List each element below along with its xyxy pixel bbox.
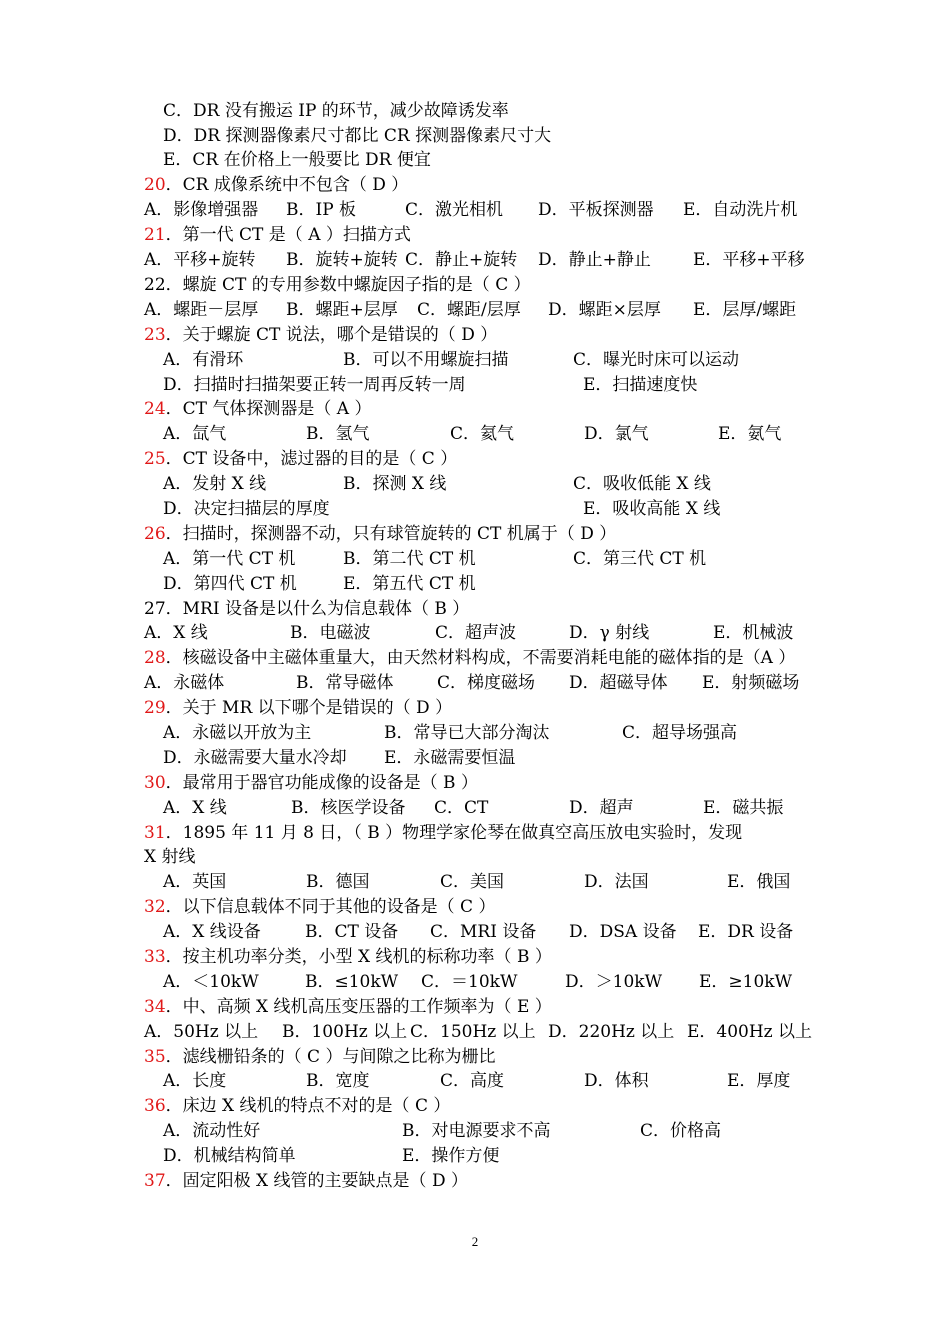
answer-option [718, 422, 781, 447]
answer-option [282, 1020, 407, 1045]
answer-option [548, 1020, 674, 1045]
question-number: 29 [144, 698, 166, 718]
segment-text: B．可以不用螺旋扫描 [343, 350, 509, 370]
text-line [0, 870, 950, 895]
segment-text: B．宽度 [306, 1071, 370, 1091]
segment-text: A．发射 X 线 [163, 474, 267, 494]
segment-text: A．永磁以开放为主 [163, 723, 312, 743]
answer-option [384, 721, 550, 746]
question-text [144, 845, 196, 870]
segment-text: E．永磁需要恒温 [384, 748, 516, 768]
segment-text: ．最常用于器官功能成像的设备是（ B ） [165, 773, 478, 793]
question-number: 37 [144, 1171, 166, 1191]
answer-option [569, 796, 634, 821]
text-line [0, 945, 950, 970]
text-line [0, 771, 950, 796]
text-line [0, 198, 950, 223]
text-line [0, 373, 950, 398]
question-text [163, 572, 297, 597]
question-text [144, 995, 552, 1020]
segment-text: E．氨气 [718, 424, 782, 444]
question-text [144, 1169, 468, 1194]
question-text [144, 198, 258, 223]
segment-text: A．有滑环 [163, 350, 244, 370]
segment-text: C．螺距/层厚 [417, 300, 521, 320]
answer-option [573, 348, 739, 373]
answer-option [727, 1069, 790, 1094]
question-text [144, 696, 452, 721]
segment-text: E．吸收高能 X 线 [583, 499, 721, 519]
question-number: 26 [144, 524, 166, 544]
segment-text: ．扫描时，探测器不动，只有球管旋转的 CT 机属于（ D ） [165, 524, 617, 544]
segment-text: D．螺距×层厚 [548, 300, 661, 320]
segment-text: E．射频磁场 [702, 673, 800, 693]
segment-text: C．＝10kW [421, 972, 518, 992]
answer-option [402, 1144, 499, 1169]
segment-text: E．磁共振 [703, 798, 784, 818]
question-text [163, 970, 259, 995]
segment-text: 22．螺旋 CT 的专用参数中螺旋因子指的是（ C ） [144, 275, 531, 295]
question-number: 33 [144, 947, 166, 967]
answer-option [573, 547, 706, 572]
answer-option [286, 298, 398, 323]
question-text [163, 746, 347, 771]
answer-option [286, 248, 398, 273]
segment-text: B．旋转+旋转 [286, 250, 398, 270]
question-number: 31 [144, 823, 166, 843]
segment-text: ．固定阳极 X 线管的主要缺点是（ D ） [165, 1171, 468, 1191]
segment-text: B．第二代 CT 机 [343, 549, 476, 569]
question-number: 23 [144, 325, 166, 345]
text-line [0, 721, 950, 746]
answer-option [703, 796, 783, 821]
segment-text: A．X 线 [144, 623, 208, 643]
segment-text: D．超声 [569, 798, 634, 818]
answer-option [417, 298, 521, 323]
question-text [144, 397, 371, 422]
text-line [0, 1169, 950, 1194]
question-number: 30 [144, 773, 166, 793]
segment-text: C．MRI 设备 [430, 922, 537, 942]
answer-option [622, 721, 737, 746]
text-line [0, 845, 950, 870]
segment-text: E．CR 在价格上一般要比 DR 便宜 [163, 150, 431, 170]
text-line [0, 472, 950, 497]
text-line [0, 323, 950, 348]
answer-option [584, 870, 649, 895]
text-line [0, 497, 950, 522]
answer-option [538, 198, 654, 223]
segment-text: C．150Hz 以上 [410, 1022, 536, 1042]
segment-text: E．DR 设备 [698, 922, 794, 942]
answer-option [343, 348, 509, 373]
answer-option [584, 422, 649, 447]
answer-option [434, 796, 488, 821]
segment-text: ．床边 X 线机的特点不对的是（ C ） [165, 1096, 451, 1116]
page-number: 2 [471, 1234, 479, 1249]
segment-text: ．关于 MR 以下哪个是错误的（ D ） [165, 698, 453, 718]
segment-text: D．DR 探测器像素尺寸都比 CR 探测器像素尺寸大 [163, 126, 552, 146]
question-text [144, 298, 258, 323]
segment-text: E．自动洗片机 [683, 200, 798, 220]
text-line [0, 124, 950, 149]
question-text [144, 447, 457, 472]
question-text [163, 721, 311, 746]
question-text [163, 1119, 260, 1144]
segment-text: D．永磁需要大量水冷却 [163, 748, 347, 768]
segment-text: D．γ 射线 [569, 623, 650, 643]
question-text [163, 1069, 226, 1094]
text-line [0, 970, 950, 995]
text-line [0, 746, 950, 771]
answer-option [584, 1069, 649, 1094]
question-text [163, 124, 551, 149]
question-text [163, 422, 226, 447]
question-text [144, 273, 531, 298]
segment-text: X 射线 [144, 847, 196, 867]
answer-option [683, 198, 797, 223]
segment-text: E．厚度 [727, 1071, 791, 1091]
answer-option [450, 422, 514, 447]
segment-text: D．超磁导体 [569, 673, 668, 693]
segment-text: B．电磁波 [290, 623, 371, 643]
segment-text: D．＞10kW [565, 972, 663, 992]
question-number: 24 [144, 399, 166, 419]
segment-text: B．常导磁体 [296, 673, 394, 693]
question-text [163, 1144, 296, 1169]
segment-text: A．英国 [163, 872, 227, 892]
answer-option [727, 870, 790, 895]
text-line [0, 447, 950, 472]
answer-option [305, 920, 398, 945]
segment-text: C．美国 [440, 872, 505, 892]
answer-option [343, 572, 476, 597]
answer-option [402, 1119, 551, 1144]
answer-option [693, 298, 796, 323]
segment-text: D．法国 [584, 872, 649, 892]
segment-text: E．400Hz 以上 [687, 1022, 813, 1042]
text-line [0, 99, 950, 124]
text-line [0, 422, 950, 447]
text-line [0, 547, 950, 572]
question-text [144, 771, 478, 796]
answer-option [430, 920, 536, 945]
answer-option [713, 621, 793, 646]
question-number: 25 [144, 449, 166, 469]
segment-text: A．流动性好 [163, 1121, 261, 1141]
question-text [144, 173, 408, 198]
question-text [163, 472, 266, 497]
segment-text: E．俄国 [727, 872, 791, 892]
answer-option [343, 547, 476, 572]
text-line [0, 148, 950, 173]
answer-option [437, 671, 535, 696]
answer-option [435, 621, 516, 646]
text-line [0, 646, 950, 671]
segment-text: D．静止+静止 [538, 250, 651, 270]
text-line [0, 895, 950, 920]
text-line [0, 1069, 950, 1094]
question-text [163, 497, 330, 522]
segment-text: B．CT 设备 [305, 922, 399, 942]
question-text [144, 248, 256, 273]
answer-option [405, 248, 517, 273]
question-text [144, 597, 469, 622]
question-number: 34 [144, 997, 166, 1017]
segment-text: ．CT 设备中，滤过器的目的是（ C ） [165, 449, 458, 469]
question-text [163, 547, 295, 572]
segment-text: D．机械结构简单 [163, 1146, 296, 1166]
text-line [0, 671, 950, 696]
segment-text: 27．MRI 设备是以什么为信息载体（ B ） [144, 599, 470, 619]
segment-text: E．操作方便 [402, 1146, 500, 1166]
answer-option [640, 1119, 721, 1144]
text-line [0, 1020, 950, 1045]
segment-text: ．滤线栅铅条的（ C ）与间隙之比称为栅比 [165, 1047, 496, 1067]
segment-text: E．平移+平移 [693, 250, 805, 270]
answer-option [306, 422, 370, 447]
segment-text: E．层厚/螺距 [693, 300, 797, 320]
question-text [144, 223, 411, 248]
question-text [144, 646, 795, 671]
answer-option [569, 621, 649, 646]
question-text [144, 1045, 495, 1070]
answer-option [384, 746, 515, 771]
segment-text: B．≤10kW [305, 972, 399, 992]
segment-text: D．DSA 设备 [569, 922, 677, 942]
text-line [0, 273, 950, 298]
question-text [163, 148, 431, 173]
text-line [0, 597, 950, 622]
segment-text: D．体积 [584, 1071, 649, 1091]
answer-option [573, 472, 711, 497]
segment-text: ．第一代 CT 是（ A ）扫描方式 [165, 225, 411, 245]
segment-text: A．螺距－层厚 [144, 300, 259, 320]
question-text [163, 796, 227, 821]
question-text [163, 99, 509, 124]
segment-text: B．探测 X 线 [343, 474, 447, 494]
answer-option [440, 1069, 504, 1094]
segment-text: D．220Hz 以上 [548, 1022, 675, 1042]
question-text [144, 821, 742, 846]
segment-text: D．平板探测器 [538, 200, 654, 220]
segment-text: B．螺距+层厚 [286, 300, 398, 320]
segment-text: C．价格高 [640, 1121, 722, 1141]
question-text [144, 945, 552, 970]
question-text [163, 870, 226, 895]
answer-option [405, 198, 503, 223]
segment-text: A．50Hz 以上 [144, 1022, 259, 1042]
text-line [0, 696, 950, 721]
answer-option [565, 970, 662, 995]
segment-text: A．第一代 CT 机 [163, 549, 296, 569]
segment-text: A．长度 [163, 1071, 227, 1091]
answer-option [583, 373, 697, 398]
segment-text: B．氢气 [306, 424, 370, 444]
segment-text: C．超导场强高 [622, 723, 738, 743]
segment-text: ．1895 年 11 月 8 日，（ B ）物理学家伦琴在做真空高压放电实验时，发现 [165, 823, 743, 843]
segment-text: D．第四代 CT 机 [163, 574, 297, 594]
segment-text: A．氙气 [163, 424, 227, 444]
segment-text: B．IP 板 [286, 200, 357, 220]
question-number: 21 [144, 225, 166, 245]
answer-option [687, 1020, 812, 1045]
answer-option [440, 870, 504, 895]
answer-option [306, 870, 370, 895]
text-line [0, 298, 950, 323]
question-number: 36 [144, 1096, 166, 1116]
answer-option [693, 248, 805, 273]
answer-option [305, 970, 398, 995]
question-text [144, 621, 208, 646]
segment-text: ．CT 气体探测器是（ A ） [165, 399, 372, 419]
segment-text: ．关于螺旋 CT 说法，哪个是错误的（ D ） [165, 325, 498, 345]
segment-text: C．高度 [440, 1071, 505, 1091]
segment-text: A．X 线 [163, 798, 227, 818]
segment-text: C．曝光时床可以运动 [573, 350, 740, 370]
segment-text: C．CT [434, 798, 489, 818]
question-number: 20 [144, 175, 166, 195]
segment-text: C．氦气 [450, 424, 515, 444]
text-line [0, 397, 950, 422]
text-line [0, 821, 950, 846]
segment-text: D．决定扫描层的厚度 [163, 499, 330, 519]
question-text [144, 671, 224, 696]
text-line [0, 223, 950, 248]
segment-text: E．≥10kW [699, 972, 793, 992]
question-text [163, 373, 466, 398]
segment-text: E．扫描速度快 [583, 375, 698, 395]
segment-text: ．以下信息载体不同于其他的设备是（ C ） [165, 897, 496, 917]
segment-text: B．100Hz 以上 [282, 1022, 408, 1042]
answer-option [698, 920, 793, 945]
segment-text: E．机械波 [713, 623, 794, 643]
segment-text: C．吸收低能 X 线 [573, 474, 711, 494]
text-line [0, 572, 950, 597]
answer-option [296, 671, 394, 696]
question-text [144, 1094, 450, 1119]
answer-option [343, 472, 446, 497]
question-text [144, 1020, 258, 1045]
segment-text: C．超声波 [435, 623, 517, 643]
answer-option [286, 198, 356, 223]
segment-text: ．中、高频 X 线机高压变压器的工作频率为（ E ） [165, 997, 552, 1017]
segment-text: A．＜10kW [163, 972, 259, 992]
segment-text: B．对电源要求不高 [402, 1121, 551, 1141]
segment-text: C．梯度磁场 [437, 673, 536, 693]
segment-text: A．永磁体 [144, 673, 225, 693]
text-line [0, 1045, 950, 1070]
segment-text: E．第五代 CT 机 [343, 574, 476, 594]
question-text [144, 522, 616, 547]
segment-text: D．氯气 [584, 424, 649, 444]
segment-text: C．第三代 CT 机 [573, 549, 707, 569]
answer-option [702, 671, 799, 696]
answer-option [410, 1020, 536, 1045]
segment-text: D．扫描时扫描架要正转一周再反转一周 [163, 375, 466, 395]
answer-option [290, 621, 371, 646]
text-line [0, 522, 950, 547]
segment-text: ．按主机功率分类，小型 X 线机的标称功率（ B ） [165, 947, 552, 967]
text-line [0, 348, 950, 373]
answer-option [306, 1069, 370, 1094]
segment-text: ．核磁设备中主磁体重量大，由天然材料构成，不需要消耗电能的磁体指的是（A ） [165, 648, 796, 668]
text-line [0, 1119, 950, 1144]
answer-option [548, 298, 661, 323]
answer-option [421, 970, 517, 995]
segment-text: B．常导已大部分淘汰 [384, 723, 550, 743]
text-line [0, 173, 950, 198]
segment-text: B．核医学设备 [291, 798, 406, 818]
segment-text: A．影像增强器 [144, 200, 259, 220]
question-text [163, 920, 261, 945]
text-line [0, 1094, 950, 1119]
segment-text: ．CR 成像系统中不包含（ D ） [165, 175, 409, 195]
question-text [144, 323, 497, 348]
question-text [163, 348, 243, 373]
text-line [0, 796, 950, 821]
answer-option [291, 796, 406, 821]
question-number: 35 [144, 1047, 166, 1067]
answer-option [583, 497, 720, 522]
answer-option [538, 248, 651, 273]
answer-option [569, 671, 668, 696]
text-line [0, 995, 950, 1020]
segment-text: B．德国 [306, 872, 370, 892]
segment-text: A．X 线设备 [163, 922, 261, 942]
text-line [0, 1144, 950, 1169]
segment-text: C．静止+旋转 [405, 250, 518, 270]
answer-option [569, 920, 677, 945]
question-text [144, 895, 495, 920]
segment-text: C．DR 没有搬运 IP 的环节，减少故障诱发率 [163, 101, 509, 121]
answer-option [699, 970, 792, 995]
segment-text: A．平移+旋转 [144, 250, 256, 270]
text-line [0, 248, 950, 273]
question-number: 32 [144, 897, 166, 917]
text-line [0, 621, 950, 646]
question-number: 28 [144, 648, 166, 668]
segment-text: C．激光相机 [405, 200, 504, 220]
text-line [0, 920, 950, 945]
